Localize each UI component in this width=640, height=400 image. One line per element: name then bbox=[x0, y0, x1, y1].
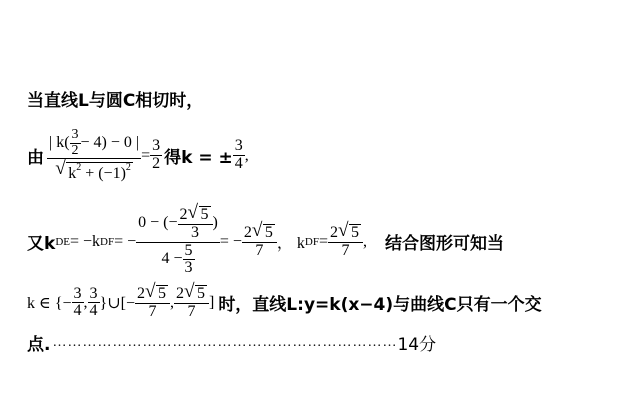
frac-den: 2 bbox=[71, 142, 79, 158]
r2-coef: 2 bbox=[330, 223, 338, 241]
eq1: = − bbox=[114, 232, 137, 250]
f4-den: 7 bbox=[187, 302, 196, 320]
f1 bbox=[72, 286, 84, 321]
comma2: , bbox=[363, 232, 367, 250]
f4-coef: 2 bbox=[175, 285, 184, 302]
k-term: k bbox=[68, 165, 77, 183]
k-in: k ∈ {− bbox=[27, 294, 72, 312]
big-num bbox=[136, 202, 220, 243]
big-den-pre: 4 − bbox=[161, 250, 183, 268]
neg-one: (−1) bbox=[98, 165, 126, 183]
res-num: 3 bbox=[234, 137, 243, 155]
num-pre: | k( bbox=[49, 133, 70, 151]
frac-result bbox=[233, 138, 245, 173]
line-range bbox=[27, 281, 542, 321]
sqrt: √ $k^2 + (-1)^2$ bbox=[55, 158, 131, 183]
inner-frac: 2 √ 5 3 bbox=[178, 206, 213, 242]
distance-numerator bbox=[47, 128, 141, 159]
f2 bbox=[88, 286, 100, 321]
text-point: 点. bbox=[27, 335, 51, 355]
text-combine-figure: 结合图形可知当 bbox=[385, 234, 504, 255]
line-slope-equation bbox=[27, 202, 504, 277]
frac-num: 3 bbox=[71, 127, 79, 142]
five-thirds bbox=[183, 243, 195, 278]
comma-k: ， k bbox=[276, 235, 305, 253]
lead-text: 又k bbox=[27, 234, 56, 255]
coef: 2 bbox=[179, 206, 188, 223]
sub-de: DE bbox=[55, 235, 70, 248]
f1-num: 3 bbox=[73, 284, 82, 302]
r2-den: 7 bbox=[341, 241, 350, 259]
plus: + bbox=[81, 165, 99, 183]
f2-num: 3 bbox=[89, 284, 98, 302]
f1-den: 4 bbox=[73, 302, 82, 320]
line-tangent-condition: 当直线L与圆C相切时， bbox=[27, 91, 204, 111]
f3-rad: 5 bbox=[157, 285, 166, 302]
eq3: = bbox=[318, 232, 328, 250]
comma: , bbox=[244, 146, 249, 164]
f2-den: 4 bbox=[89, 302, 98, 320]
frac-rhs bbox=[150, 138, 162, 173]
equals: = bbox=[141, 146, 151, 164]
rad: 5 bbox=[200, 206, 209, 223]
close-bracket: ] bbox=[208, 293, 215, 311]
line-score bbox=[27, 330, 436, 355]
sub-df2: DF bbox=[304, 235, 319, 248]
num-post: − 4) − 0 | bbox=[80, 133, 140, 151]
big-num-pre: 0 − (− bbox=[138, 214, 178, 232]
inner-den: 3 bbox=[191, 223, 200, 241]
c1: , bbox=[83, 293, 88, 311]
distance-fraction bbox=[47, 128, 141, 183]
exp: 2 bbox=[76, 162, 82, 174]
f4: 2 √ 5 7 bbox=[174, 285, 209, 321]
r2: 2 √ 5 7 bbox=[328, 224, 363, 260]
frac-three-halves bbox=[70, 128, 81, 158]
text-only-one-intersection: 时，直线L:y=k(x−4)与曲线C只有一个交 bbox=[218, 295, 542, 316]
score-label: 14分 bbox=[397, 335, 437, 355]
f3-coef: 2 bbox=[136, 285, 145, 302]
eq2: = − bbox=[219, 232, 242, 250]
r1-den: 7 bbox=[255, 241, 264, 259]
union: }∪[− bbox=[99, 294, 135, 312]
r2-rad: 5 bbox=[351, 223, 359, 241]
r1-rad: 5 bbox=[264, 223, 273, 241]
rhs-den: 2 bbox=[152, 155, 161, 173]
r1: 2 √ 5 7 bbox=[242, 224, 277, 260]
c2: , bbox=[169, 293, 174, 311]
f3: 2 √ 5 7 bbox=[135, 285, 170, 321]
distance-denominator bbox=[53, 159, 135, 183]
text-you: 由 bbox=[27, 148, 44, 169]
res-den: 4 bbox=[234, 155, 243, 173]
text-de: 得k = ± bbox=[164, 148, 233, 169]
big-num-post: ) bbox=[212, 214, 218, 232]
sub-df: DF bbox=[100, 235, 115, 248]
line-distance-equation bbox=[27, 128, 249, 183]
big-den bbox=[159, 243, 196, 278]
ft-den: 3 bbox=[184, 259, 193, 277]
exp2: 2 bbox=[125, 162, 131, 174]
leader-dots: …………………………………………………………… bbox=[52, 334, 398, 350]
text-you-k bbox=[27, 229, 55, 254]
r1-coef: 2 bbox=[243, 223, 252, 241]
f3-den: 7 bbox=[148, 302, 157, 320]
big-fraction bbox=[136, 202, 220, 277]
mid1: = −k bbox=[69, 232, 101, 250]
f4-rad: 5 bbox=[196, 285, 205, 302]
ft-num: 5 bbox=[184, 241, 193, 259]
rhs-num: 3 bbox=[152, 137, 161, 155]
